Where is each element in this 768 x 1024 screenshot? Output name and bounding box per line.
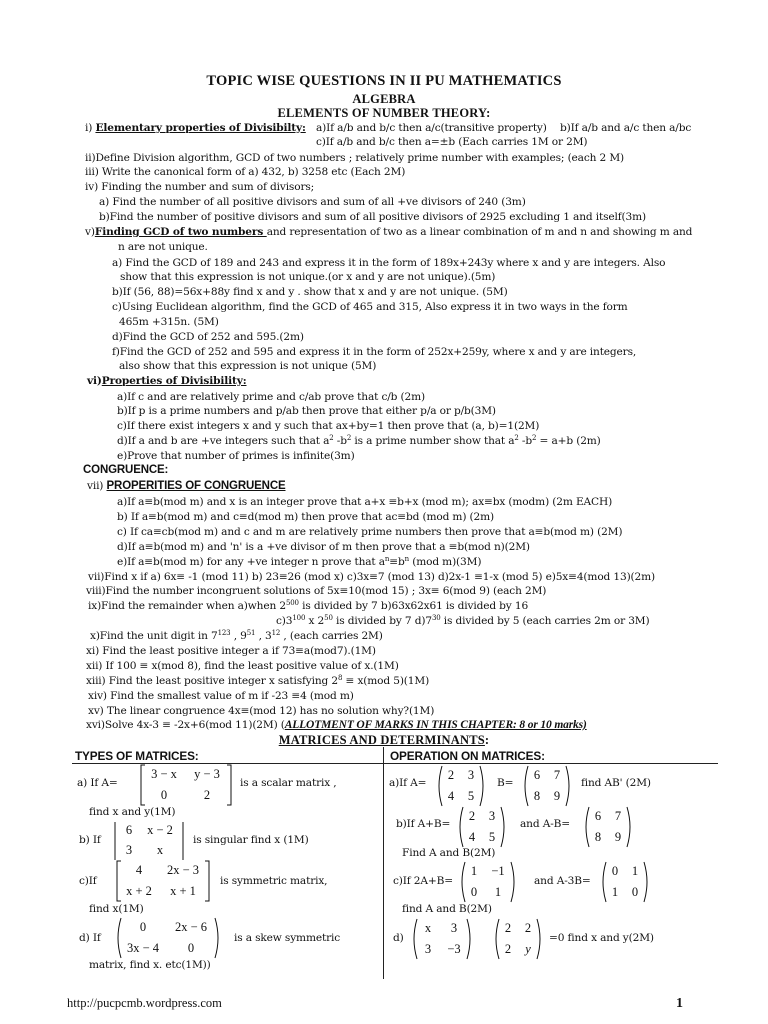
text: is divided by 5 (each carries 2m or 3M) [440, 615, 650, 627]
superscript: 2 [532, 434, 537, 442]
types-d-cont: matrix, find x. etc(1M)) [89, 959, 211, 971]
ops-heading: OPERATION ON MATRICES: [390, 749, 545, 763]
matrix-cell: 3x − 4 [126, 941, 160, 955]
question-iii: iii) Write the canonical form of a) 432, b) 3258 etc (Each 2M) [85, 166, 406, 178]
matrix-cell: 2 [504, 942, 512, 956]
matrix-cell: −1 [491, 864, 505, 878]
superscript: 30 [431, 614, 441, 622]
question-v-c: c)Using Euclidean algorithm, find the GCD of 465 and 315, Also express it in two ways in the form [112, 301, 628, 313]
ops-c-cont: find A and B(2M) [402, 903, 492, 915]
question-vi-c: c)If there exist integers x and y such that ax+by=1 then prove that (a, b)=1(2M) [117, 420, 540, 432]
text: xiii) Find the least positive integer x satisfying 2 [86, 675, 338, 687]
question-vii [87, 480, 286, 493]
matrix-cell: 8 [533, 789, 541, 803]
superscript: 12 [271, 629, 281, 637]
subtitle: ALGEBRA [352, 92, 416, 106]
superscript: 500 [285, 599, 299, 607]
matrix-cell: 2 [468, 809, 476, 823]
question-xiv: xiv) Find the smallest value of m if -23 ≡4 (mod m) [88, 690, 354, 702]
matrix-cell: 1 [470, 864, 478, 878]
ops-c-label: c)If 2A+B= [393, 875, 453, 887]
matrix-cell: 0 [631, 885, 639, 899]
matrix-cell: 0 [160, 788, 168, 802]
congruence-label: CONGRUENCE: [83, 464, 169, 476]
matrix-cell: 2x − 3 [166, 863, 200, 877]
ops-b-mid: and A-B= [520, 818, 570, 830]
text: is a prime number show that a [351, 435, 515, 447]
matrix-cell: 3 [450, 921, 458, 935]
question-v-a: a) Find the GCD of 189 and 243 and express it in the form of 189x+243y where x and y are integers. Also [112, 257, 666, 269]
text: d)If a and b are +ve integers such that a [117, 435, 330, 447]
types-d-label: d) If [79, 932, 101, 944]
ops-d-label: d) [393, 932, 404, 944]
question-xvi [86, 719, 587, 732]
question-heading: Finding GCD of two numbers [94, 226, 267, 238]
types-a-label: a) If A= [77, 777, 118, 789]
matrix-cell: 3 [467, 768, 475, 782]
text: , 9 [230, 630, 247, 642]
matrix-cell: −3 [447, 942, 461, 956]
question-vii-d: d)If a≡b(mod m) and 'n' is a +ve divisor of m then prove that a ≡b(mod n)(2M) [117, 541, 530, 553]
matrix-ops-b1 [457, 806, 507, 848]
footer-url[interactable]: http://pucpcmb.wordpress.com [67, 996, 222, 1010]
question-vii-c: c) If ca≡cb(mod m) and c and m are relatively prime numbers then prove that a≡b(mod m) (2M) [117, 526, 623, 538]
page-number: 1 [676, 996, 683, 1011]
types-c-cont: find x(1M) [89, 903, 144, 915]
matrix-cell: 2 [203, 788, 211, 802]
matrix-cell: 5 [467, 789, 475, 803]
matrix-cell: 7 [614, 809, 622, 823]
text: ix)Find the remainder when a)when 2 [88, 600, 286, 612]
matrix-ops-c2 [600, 861, 650, 903]
question-v-f-cont: also show that this expression is not unique (5M) [119, 360, 377, 372]
ops-c-mid: and A-3B= [534, 875, 591, 887]
question-vi [87, 375, 246, 388]
matrix-cell: 0 [187, 941, 195, 955]
matrix-cell: x − 2 [147, 823, 173, 837]
question-iv: iv) Finding the number and sum of divisors; [85, 181, 315, 193]
matrix-types-c [116, 860, 210, 902]
text: -b [518, 435, 532, 447]
matrix-cell: x [156, 843, 164, 857]
question-heading: Elementary properties of Divisibilty: [95, 122, 306, 134]
matrix-cell: 1 [611, 885, 619, 899]
question-vii-find: vii)Find x if a) 6x≡ -1 (mod 11) b) 23≡26 (mod x) c)3x≡7 (mod 13) d)2x-1 ≡1-x (mod 5) e)5x≡4(mod 13)(2m) [88, 571, 656, 583]
ops-d-text: =0 find x and y(2M) [549, 932, 654, 944]
superscript: 123 [217, 629, 231, 637]
matrix-types-d [115, 917, 221, 959]
superscript: n [404, 555, 409, 563]
matrix-ops-a2 [522, 765, 572, 807]
question-xii: xii) If 100 ≡ x(mod 8), find the least positive value of x.(1M) [86, 660, 399, 672]
types-c-text: is symmetric matrix, [220, 875, 328, 887]
page-title: TOPIC WISE QUESTIONS IN II PU MATHEMATICS [206, 73, 562, 89]
superscript: 51 [246, 629, 256, 637]
question-v-cont: n are not unique. [118, 241, 208, 253]
types-a-text: is a scalar matrix , [240, 777, 337, 789]
matrix-cell: 3 [488, 809, 496, 823]
question-i [85, 122, 306, 135]
matrix-cell: 1 [631, 864, 639, 878]
question-prefix: vi) [87, 375, 102, 387]
matrix-cell: 6 [125, 823, 133, 837]
section-colon: : [484, 733, 490, 747]
text: x 2 [305, 615, 325, 627]
ops-a-text: find AB' (2M) [581, 777, 651, 789]
question-v-f: f)Find the GCD of 252 and 595 and express it in the form of 252x+259y, where x and y are integers, [112, 346, 637, 358]
types-b-text: is singular find x (1M) [193, 834, 309, 846]
matrix-cell: 4 [468, 830, 476, 844]
matrix-types-b [114, 821, 184, 861]
matrix-ops-a1 [436, 765, 486, 807]
matrix-cell: 1 [494, 885, 502, 899]
question-vii-a: a)If a≡b(mod m) and x is an integer prove that a+x ≡b+x (mod m); ax≡bx (modm) (2m EACH) [117, 496, 613, 508]
question-vi-d [117, 435, 601, 448]
question-xiii [86, 675, 429, 688]
text: , (each carries 2M) [280, 630, 383, 642]
matrix-cell: y [525, 942, 531, 956]
matrix-ops-b2 [583, 806, 633, 848]
matrix-cell: x + 1 [170, 884, 196, 898]
question-x [90, 630, 383, 643]
ops-a-mid: B= [497, 777, 514, 789]
text: ≡b [389, 556, 405, 568]
matrix-ops-d1 [411, 918, 473, 960]
question-iv-b: b)Find the number of positive divisors and sum of all positive divisors of 2925 excluding 1 and itself(3m) [99, 211, 646, 223]
matrix-ops-c1 [459, 861, 517, 903]
text: ≡ x(mod 5)(1M) [342, 675, 430, 687]
question-v [85, 226, 692, 239]
question-ix [88, 600, 528, 613]
matrix-cell: 4 [135, 863, 143, 877]
text: is divided by 7 b)63x62x61 is divided by 16 [298, 600, 529, 612]
text: x)Find the unit digit in 7 [90, 630, 218, 642]
question-xi: xi) Find the least positive integer a if 73≡a(mod7).(1M) [86, 645, 376, 657]
allotment-note: ALLOTMENT OF MARKS IN THIS CHAPTER: 8 or 10 marks) [284, 719, 587, 731]
text: xvi)Solve 4x-3 ≡ -2x+6(mod 11)(2M) ( [86, 719, 285, 731]
ops-b-cont: Find A and B(2M) [402, 847, 496, 859]
matrix-cell: x + 2 [126, 884, 152, 898]
question-prefix: vii) [87, 480, 107, 492]
types-b-label: b) If [79, 834, 101, 846]
matrix-cell: 6 [533, 768, 541, 782]
superscript: 2 [346, 434, 352, 442]
matrix-cell: y − 3 [194, 767, 220, 781]
text: is divided by 7 d)7 [332, 615, 432, 627]
text: , 3 [255, 630, 272, 642]
matrix-cell: 0 [611, 864, 619, 878]
matrix-ops-d2 [493, 918, 543, 960]
types-c-label: c)If [79, 875, 97, 887]
question-iv-a: a) Find the number of all positive divisors and sum of all +ve divisors of 240 (3m) [99, 196, 526, 208]
section-number-theory: ELEMENTS OF NUMBER THEORY: [277, 106, 491, 120]
question-i-a: a)If a/b and b/c then a/c(transitive property) [316, 122, 547, 134]
matrix-cell: 0 [470, 885, 478, 899]
superscript: 100 [292, 614, 306, 622]
superscript: 50 [324, 614, 333, 622]
question-vii-e [117, 556, 481, 569]
question-ii: ii)Define Division algorithm, GCD of two numbers ; relatively prime number with examples; (each 2 M) [85, 152, 624, 164]
question-v-a-cont: show that this expression is not unique.(or x and y are not unique).(5m) [120, 271, 496, 283]
matrix-types-a [140, 764, 232, 806]
ops-b-label: b)If A+B= [396, 818, 451, 830]
matrix-cell: 7 [553, 768, 561, 782]
question-v-d: d)Find the GCD of 252 and 595.(2m) [112, 331, 304, 343]
superscript: 2 [514, 434, 519, 442]
text: e)If a≡b(mod m) for any +ve integer n prove that a [117, 556, 385, 568]
matrix-cell: 9 [614, 830, 622, 844]
matrix-cell: 8 [594, 830, 602, 844]
text: c)3 [276, 615, 293, 627]
text: -b [333, 435, 347, 447]
question-vi-a: a)If c and are relatively prime and c/ab prove that c/b (2m) [117, 391, 425, 403]
matrix-cell: 2 [504, 921, 512, 935]
question-text: and representation of two as a linear combination of m and n and showing m and [266, 226, 693, 238]
superscript: 2 [329, 434, 334, 442]
column-divider [383, 747, 384, 979]
question-heading: Properties of Divisibility: [101, 375, 247, 387]
matrix-cell: 2x − 6 [174, 920, 208, 934]
question-i-c: c)If a/b and b/c then a=±b (Each carries 1M or 2M) [316, 136, 588, 148]
section-matrices [0, 734, 768, 747]
types-heading: TYPES OF MATRICES: [75, 749, 199, 763]
question-vii-b: b) If a≡b(mod m) and c≡d(mod m) then prove that ac≡bd (mod m) (2m) [117, 511, 494, 523]
section-title: MATRICES AND DETERMINANTS [278, 733, 485, 747]
question-v-b: b)If (56, 88)=56x+88y find x and y . show that x and y are not unique. (5M) [112, 286, 508, 298]
superscript: n [384, 555, 390, 563]
matrix-cell: x [424, 921, 432, 935]
question-i-b: b)If a/b and a/c then a/bc [560, 122, 692, 134]
question-viii: viii)Find the number incongruent solutions of 5x≡10(mod 15) ; 3x≡ 6(mod 9) (each 2M) [86, 585, 547, 597]
question-vi-b: b)If p is a prime numbers and p/ab then prove that either p/a or p/b(3M) [117, 405, 496, 417]
matrix-cell: 4 [447, 789, 455, 803]
matrix-cell: 3 [424, 942, 432, 956]
matrix-cell: 3 − x [151, 767, 177, 781]
matrix-cell: 3 [125, 843, 133, 857]
question-heading: PROPERITIES OF CONGRUENCE [106, 480, 286, 492]
superscript: 8 [337, 674, 343, 682]
types-d-text: is a skew symmetric [234, 932, 341, 944]
question-v-c-cont: 465m +315n. (5M) [119, 316, 219, 328]
question-prefix: i) [85, 122, 96, 134]
text: = a+b (2m) [536, 435, 601, 447]
question-ix-c [276, 615, 649, 628]
matrix-cell: 6 [594, 809, 602, 823]
ops-a-label: a)If A= [389, 777, 427, 789]
question-vi-e: e)Prove that number of primes is infinite(3m) [117, 450, 355, 462]
types-a-cont: find x and y(1M) [89, 806, 176, 818]
matrix-cell: 0 [139, 920, 147, 934]
matrix-cell: 2 [447, 768, 455, 782]
matrix-cell: 9 [553, 789, 561, 803]
text: (mod m)(3M) [409, 556, 482, 568]
question-xv: xv) The linear congruence 4x≡(mod 12) has no solution why?(1M) [88, 705, 435, 717]
matrix-cell: 5 [488, 830, 496, 844]
matrix-cell: 2 [524, 921, 532, 935]
question-prefix: v) [85, 226, 95, 238]
